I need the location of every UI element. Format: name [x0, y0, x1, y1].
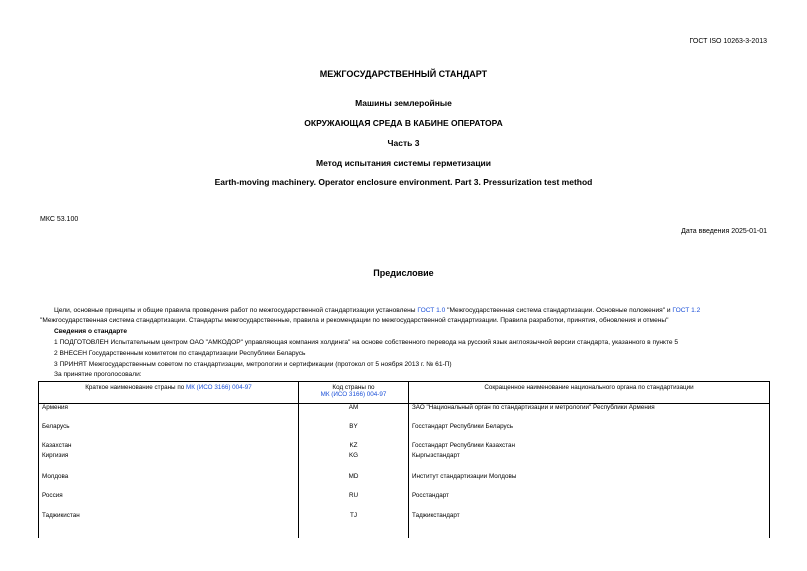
standard-info-item-3: 3 ПРИНЯТ Межгосударственным советом по стандартизации, метрологии и сертификации (протокол от 5 ноября 2013 г. № 61-П) [54, 361, 452, 368]
table-row [39, 423, 770, 442]
table-row [39, 442, 770, 452]
table-row [39, 512, 770, 538]
table-row [39, 452, 770, 473]
country-name: Таджикистан [39, 512, 299, 538]
foreword-text: Цели, основные принципы и общие правила проведения работ по межгосударственной стандартизации установлены [54, 307, 416, 314]
national-body-header: Сокращенное наименование национального органа по стандартизации [409, 382, 770, 404]
standard-info-item-2: 2 ВНЕСЕН Государственным комитетом по стандартизации Республики Беларусь [54, 350, 306, 357]
standard-info-heading: Сведения о стандарте [54, 328, 128, 335]
national-body: Росстандарт [409, 492, 770, 512]
interstate-standard-heading: МЕЖГОСУДАРСТВЕННЫЙ СТАНДАРТ [319, 69, 488, 79]
voting-countries-table [38, 381, 770, 538]
voted-label: За принятие проголосовали: [54, 371, 142, 378]
country-name-header: Краткое наименование страны по МК (ИСО 3166) 004-97 [39, 382, 299, 404]
mk-iso-link[interactable]: МК (ИСО 3166) 004-97 [185, 384, 252, 391]
country-name: Армения [39, 404, 299, 423]
country-name: Беларусь [39, 423, 299, 442]
foreword-text: "Межгосударственная система стандартизации. Основные положения" и [447, 307, 671, 314]
standard-info-item-1: 1 ПОДГОТОВЛЕН Испытательным центром ОАО "АМКОДОР" управляющая компания холдинга" на основе собственного перевода на русский язык англоязычной версии стандарта, указанного в пункте 5 [54, 339, 679, 346]
table-header-row [39, 382, 770, 404]
method-title: Метод испытания системы герметизации [315, 158, 492, 168]
country-name: Казахстан [39, 442, 299, 452]
mks-code: МКС 53.100 [40, 216, 79, 223]
country-code: TJ [299, 512, 409, 538]
gost-1-0-link[interactable]: ГОСТ 1.0 [417, 307, 446, 314]
country-code: KG [299, 452, 409, 473]
country-name: Россия [39, 492, 299, 512]
country-name: Киргизия [39, 452, 299, 473]
national-body: Институт стандартизации Молдовы [409, 473, 770, 492]
national-body: Госстандарт Республики Беларусь [409, 423, 770, 442]
country-code: AM [299, 404, 409, 423]
foreword-heading: Предисловие [373, 268, 434, 278]
country-code: KZ [299, 442, 409, 452]
mk-iso-link[interactable]: МК (ИСО 3166) 004-97 [320, 391, 387, 398]
national-body: Кыргызстандарт [409, 452, 770, 473]
national-body: ЗАО "Национальный орган по стандартизации и метрологии" Республики Армения [409, 404, 770, 423]
environment-title: ОКРУЖАЮЩАЯ СРЕДА В КАБИНЕ ОПЕРАТОРА [304, 118, 503, 128]
country-name: Молдова [39, 473, 299, 492]
table-row [39, 404, 770, 423]
english-title: Earth-moving machinery. Operator enclosure environment. Part 3. Pressurization test method [214, 177, 593, 187]
document-code: ГОСТ ISO 10263-3-2013 [689, 38, 767, 45]
country-code: RU [299, 492, 409, 512]
national-body: Таджикстандарт [409, 512, 770, 538]
introduction-date: Дата введения 2025-01-01 [681, 228, 767, 235]
country-code: BY [299, 423, 409, 442]
part-title: Часть 3 [387, 138, 420, 148]
gost-1-2-link[interactable]: ГОСТ 1.2 [672, 307, 701, 314]
machines-title: Машины землеройные [355, 98, 452, 108]
table-row [39, 492, 770, 512]
country-code: MD [299, 473, 409, 492]
foreword-paragraph-line2: "Межгосударственная система стандартизации. Стандарты межгосударственные, правила и рекомендации по межгосударственной стандартизации. Правила разработки, принятия, обновления и отмены" [40, 317, 669, 324]
table-row [39, 473, 770, 492]
foreword-paragraph-line1 [54, 306, 700, 315]
national-body: Госстандарт Республики Казахстан [409, 442, 770, 452]
country-code-header: Код страны по МК (ИСО 3166) 004-97 [299, 382, 409, 404]
